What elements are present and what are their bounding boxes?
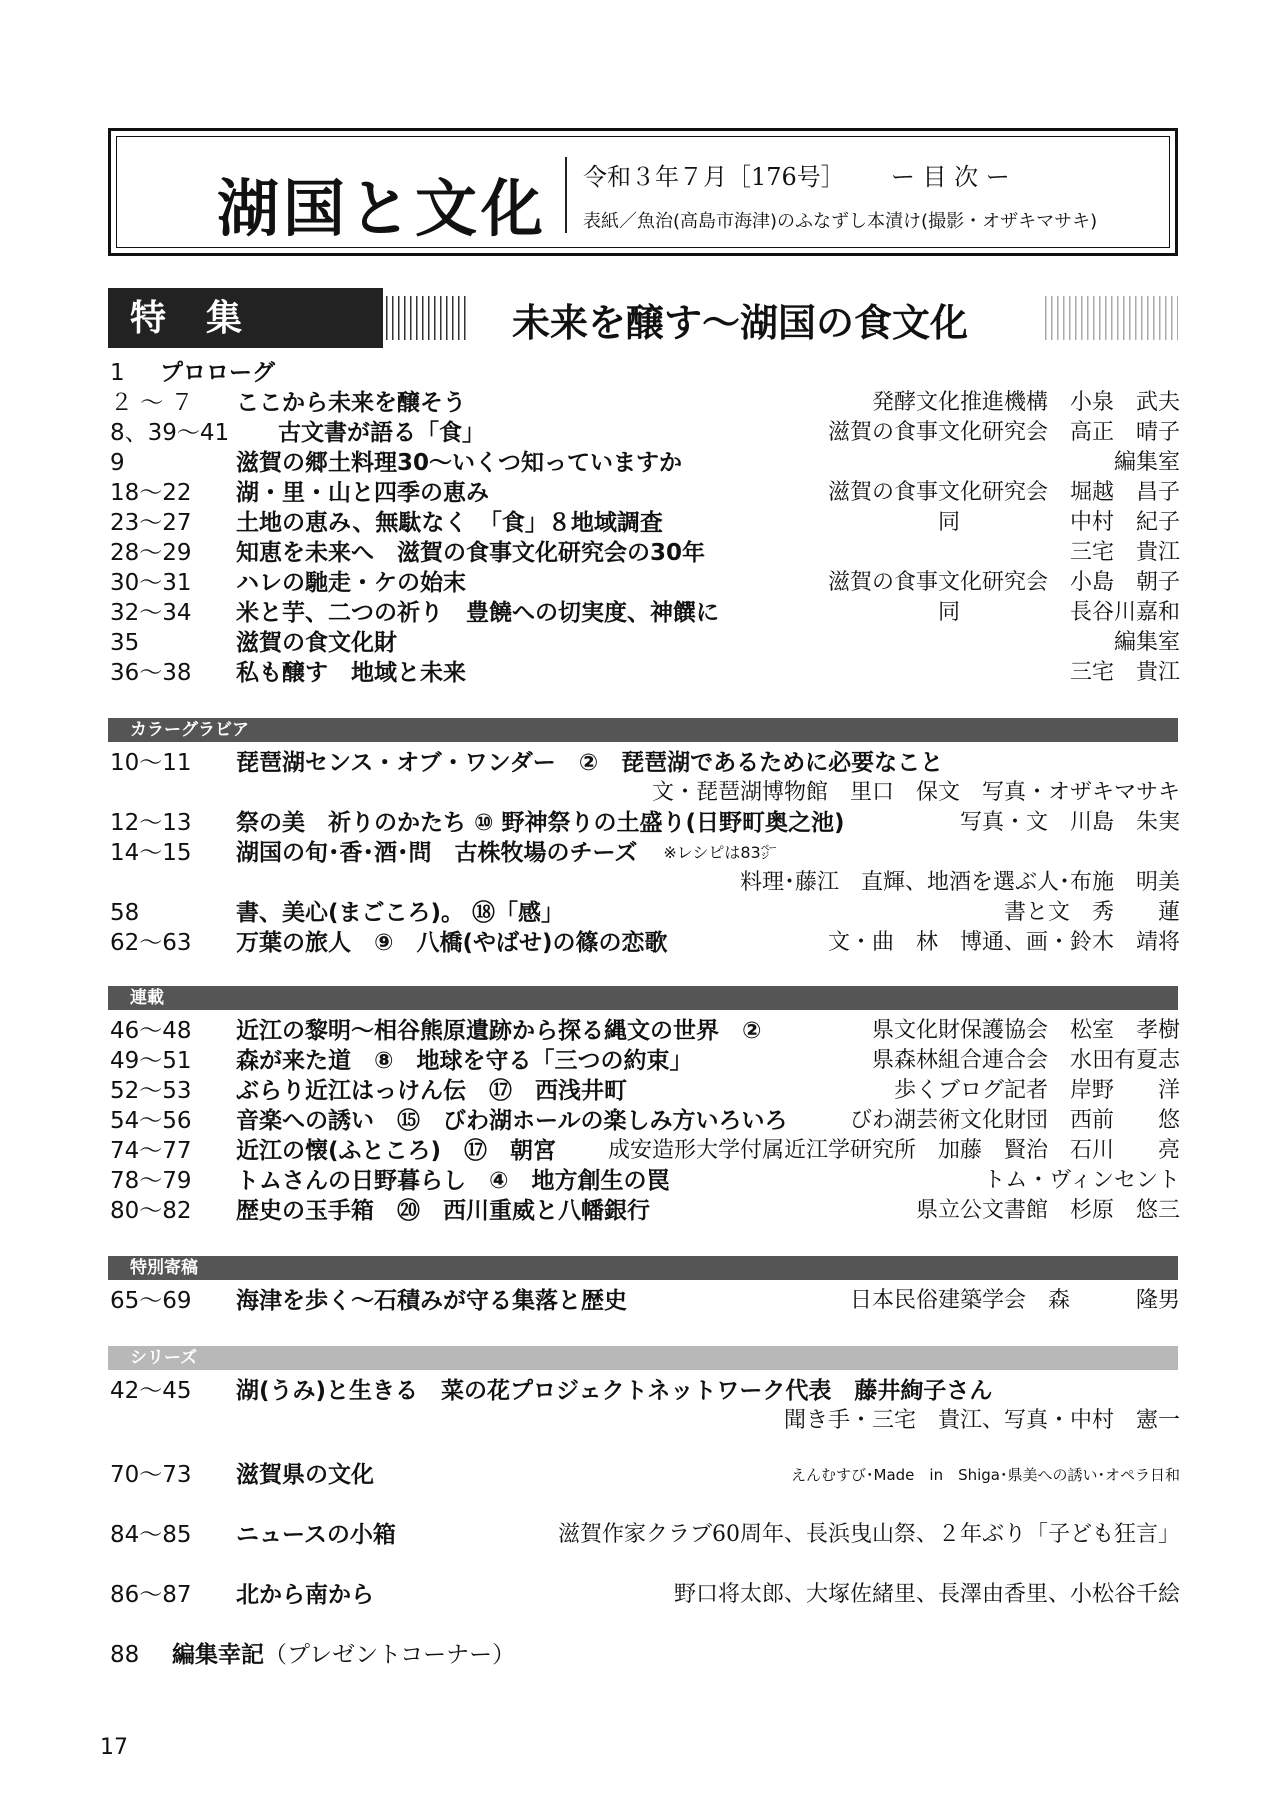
article-author: 発酵文化推進機構 小泉 武夫 bbox=[871, 390, 1180, 415]
toc-row[interactable] bbox=[110, 628, 1180, 658]
article-author: 文・曲 林 博通、画・鈴木 靖将 bbox=[827, 930, 1180, 955]
article-author: 成安造形大学付属近江学研究所 加藤 賢治 石川 亮 bbox=[607, 1138, 1180, 1163]
recipe-note: ※レシピは83㌻ bbox=[663, 843, 777, 862]
masthead-inner-border bbox=[116, 136, 1170, 248]
toc-row[interactable] bbox=[110, 1136, 1180, 1166]
toc-row[interactable] bbox=[110, 538, 1180, 568]
article-title: 滋賀の郷土料理30～いくつ知っていますか bbox=[236, 450, 683, 476]
article-author: 編集室 bbox=[1113, 450, 1180, 475]
section-bar-gravure: カラーグラビア bbox=[108, 718, 1178, 742]
page-ref: 35 bbox=[110, 630, 140, 656]
article-title: ニュースの小箱 bbox=[236, 1522, 396, 1548]
article-author: 三宅 貴江 bbox=[1069, 540, 1180, 565]
toc-row[interactable] bbox=[110, 1286, 1180, 1316]
toc-row[interactable] bbox=[110, 508, 1180, 538]
article-author: 書と文 秀 蓮 bbox=[1003, 900, 1180, 925]
article-title: プロローグ bbox=[160, 360, 275, 386]
page-ref: 32～34 bbox=[110, 600, 192, 626]
article-title: 音楽への誘い ⑮ びわ湖ホールの楽しみ方いろいろ bbox=[236, 1108, 788, 1134]
page-ref: 70～73 bbox=[110, 1462, 192, 1488]
article-title: 琵琶湖センス・オブ・ワンダー ② 琵琶湖であるために必要なこと bbox=[236, 750, 944, 776]
toc-label: ー 目 次 ー bbox=[890, 163, 1010, 191]
article-author: 日本民俗建築学会 森 隆男 bbox=[849, 1288, 1180, 1313]
page-ref: 23～27 bbox=[110, 510, 192, 536]
page-ref: 10～11 bbox=[110, 750, 192, 776]
page-number: 17 bbox=[100, 1735, 128, 1760]
article-title: 古文書が語る「食」 bbox=[278, 420, 485, 446]
article-title: 歴史の玉手箱 ⑳ 西川重威と八幡銀行 bbox=[236, 1198, 650, 1224]
toc-row[interactable] bbox=[110, 598, 1180, 628]
toc-row-author-line bbox=[110, 448, 1180, 478]
toc-row[interactable] bbox=[110, 658, 1180, 688]
toc-row[interactable] bbox=[110, 418, 1180, 448]
page-ref: 28～29 bbox=[110, 540, 192, 566]
article-title bbox=[172, 1640, 515, 1670]
editor-title: 編集幸記 bbox=[172, 1642, 264, 1668]
editor-note: （プレゼントコーナー） bbox=[264, 1642, 516, 1668]
toc-row[interactable] bbox=[110, 1016, 1180, 1046]
article-author: 県森林組合連合会 水田有夏志 bbox=[871, 1048, 1180, 1073]
article-author: 写真・文 川島 朱実 bbox=[959, 810, 1180, 835]
article-author: 滋賀作家クラブ60周年、長浜曳山祭、２年ぶり「子ども狂言」 bbox=[558, 1522, 1180, 1547]
article-title: 米と芋、二つの祈り 豊饒への切実度、神饌に bbox=[236, 600, 719, 626]
issue-line bbox=[583, 157, 1010, 192]
article-author: 滋賀の食事文化研究会 堀越 昌子 bbox=[827, 480, 1180, 505]
article-title: 湖・里・山と四季の恵み bbox=[236, 480, 489, 506]
toc-row[interactable] bbox=[110, 1046, 1180, 1076]
page-ref: 49～51 bbox=[110, 1048, 192, 1074]
article-author: 滋賀の食事文化研究会 小島 朝子 bbox=[827, 570, 1180, 595]
article-title: 森が来た道 ⑧ 地球を守る「三つの約束」 bbox=[236, 1048, 693, 1074]
article-title: ぶらり近江はっけん伝 ⑰ 西浅井町 bbox=[236, 1078, 627, 1104]
article-author: トム・ヴィンセント bbox=[983, 1168, 1180, 1193]
article-title: 万葉の旅人 ⑨ 八橋(やばせ)の篠の恋歌 bbox=[236, 930, 668, 956]
article-title: 祭の美 祈りのかたち ⑩ 野神祭りの土盛り(日野町奥之池) bbox=[236, 810, 845, 836]
article-title: ここから未来を醸そう bbox=[236, 390, 466, 416]
article-author: えんむすび･Made in Shiga･県美への誘い･オペラ日和 bbox=[791, 1466, 1180, 1484]
feature-hatch-left bbox=[386, 296, 470, 340]
section-bar-series: シリーズ bbox=[108, 1346, 1178, 1370]
article-author: 県立公文書館 杉原 悠三 bbox=[915, 1198, 1180, 1223]
toc-row[interactable] bbox=[110, 928, 1180, 958]
toc-row[interactable] bbox=[110, 478, 1180, 508]
toc-row[interactable] bbox=[110, 388, 1180, 418]
page-ref: 8、39～41 bbox=[110, 420, 230, 446]
page-ref: 65～69 bbox=[110, 1288, 192, 1314]
article-author: 同 中村 紀子 bbox=[937, 510, 1180, 535]
page-ref: 58 bbox=[110, 900, 140, 926]
article-title-text: 湖国の旬･香･酒･問 古株牧場のチーズ bbox=[236, 840, 638, 866]
page-ref: 80～82 bbox=[110, 1198, 192, 1224]
article-credit: 料理･藤江 直輝、地酒を選ぶ人･布施 明美 bbox=[739, 870, 1180, 895]
toc-row[interactable] bbox=[110, 1376, 1180, 1433]
page-ref: 1 bbox=[110, 360, 125, 386]
article-title: 書、美心(まごころ)。 ⑱「感」 bbox=[236, 900, 565, 926]
masthead-divider bbox=[565, 157, 567, 233]
article-author: びわ湖芸術文化財団 西前 悠 bbox=[849, 1108, 1180, 1133]
toc-row[interactable] bbox=[110, 1106, 1180, 1136]
article-title: 近江の懐(ふところ) ⑰ 朝宮 bbox=[236, 1138, 557, 1164]
page-ref: 86～87 bbox=[110, 1582, 192, 1608]
page-ref: 9 bbox=[110, 450, 125, 476]
article-title bbox=[236, 838, 777, 868]
article-credit: 聞き手・三宅 貴江、写真・中村 憲一 bbox=[783, 1408, 1180, 1433]
article-title: 湖(うみ)と生きる 菜の花プロジェクトネットワーク代表 藤井絢子さん bbox=[236, 1378, 993, 1404]
toc-row[interactable] bbox=[110, 1640, 1180, 1670]
section-bar-special: 特別寄稿 bbox=[108, 1256, 1178, 1280]
page-ref: 52～53 bbox=[110, 1078, 192, 1104]
page-ref: 12～13 bbox=[110, 810, 192, 836]
masthead-title: 湖国と文化 bbox=[217, 172, 548, 245]
article-title: 私も醸す 地域と未来 bbox=[236, 660, 466, 686]
feature-tag: 特集 bbox=[108, 288, 383, 348]
issue-number: 令和３年７月［176号］ bbox=[583, 163, 845, 191]
toc-row[interactable] bbox=[110, 748, 1180, 805]
page-ref: 84～85 bbox=[110, 1522, 192, 1548]
article-title: 海津を歩く～石積みが守る集落と歴史 bbox=[236, 1288, 627, 1314]
page-ref: 30～31 bbox=[110, 570, 192, 596]
toc-row[interactable] bbox=[110, 1460, 1180, 1490]
feature-title: 未来を醸す～湖国の食文化 bbox=[512, 300, 969, 345]
article-title: 滋賀県の文化 bbox=[236, 1462, 374, 1488]
article-title: 滋賀の食文化財 bbox=[236, 630, 397, 656]
toc-row[interactable] bbox=[110, 838, 1180, 895]
page-ref: 88 bbox=[110, 1642, 140, 1668]
page-ref: 18～22 bbox=[110, 480, 192, 506]
page-ref: 14～15 bbox=[110, 840, 192, 866]
masthead-box bbox=[108, 128, 1178, 256]
toc-row[interactable] bbox=[110, 1580, 1180, 1610]
toc-row[interactable] bbox=[110, 1166, 1180, 1196]
article-author: 県文化財保護協会 松室 孝樹 bbox=[871, 1018, 1180, 1043]
page-ref: 42～45 bbox=[110, 1378, 192, 1404]
page-ref: 78～79 bbox=[110, 1168, 192, 1194]
article-title: 土地の恵み、無駄なく 「食」８地域調査 bbox=[236, 510, 663, 536]
page-ref: 62～63 bbox=[110, 930, 192, 956]
page-ref: 54～56 bbox=[110, 1108, 192, 1134]
toc-row[interactable] bbox=[110, 1076, 1180, 1106]
article-author: 三宅 貴江 bbox=[1069, 660, 1180, 685]
article-author: 野口将太郎、大塚佐緒里、長澤由香里、小松谷千絵 bbox=[673, 1582, 1180, 1607]
article-title: 北から南から bbox=[236, 1582, 374, 1608]
toc-row[interactable] bbox=[110, 1196, 1180, 1226]
section-bar-serial: 連載 bbox=[108, 986, 1178, 1010]
article-title: トムさんの日野暮らし ④ 地方創生の罠 bbox=[236, 1168, 670, 1194]
page-ref: 74～77 bbox=[110, 1138, 192, 1164]
article-author: 滋賀の食事文化研究会 高正 晴子 bbox=[827, 420, 1180, 445]
page-ref: 46～48 bbox=[110, 1018, 192, 1044]
toc-row[interactable] bbox=[110, 898, 1180, 928]
article-title: 知恵を未来へ 滋賀の食事文化研究会の30年 bbox=[236, 540, 706, 566]
page-ref: ２ ～ ７ bbox=[110, 390, 194, 416]
article-author: 編集室 bbox=[1113, 630, 1180, 655]
toc-row[interactable] bbox=[110, 808, 1180, 838]
feature-hatch-right bbox=[1045, 296, 1178, 340]
article-credit: 文・琵琶湖博物館 里口 保文 写真・オザキマサキ bbox=[651, 780, 1180, 805]
article-title: ハレの馳走・ケの始末 bbox=[236, 570, 466, 596]
article-author: 歩くブログ記者 岸野 洋 bbox=[893, 1078, 1180, 1103]
toc-row[interactable] bbox=[110, 568, 1180, 598]
article-author: 同 長谷川嘉和 bbox=[937, 600, 1180, 625]
toc-row[interactable] bbox=[110, 1520, 1180, 1550]
page-ref: 36～38 bbox=[110, 660, 192, 686]
cover-caption: 表紙／魚治(高島市海津)のふなずし本漬け(撮影・オザキマサキ) bbox=[583, 211, 1098, 232]
toc-row[interactable] bbox=[110, 358, 1180, 388]
article-title: 近江の黎明～相谷熊原遺跡から探る縄文の世界 ② bbox=[236, 1018, 762, 1044]
